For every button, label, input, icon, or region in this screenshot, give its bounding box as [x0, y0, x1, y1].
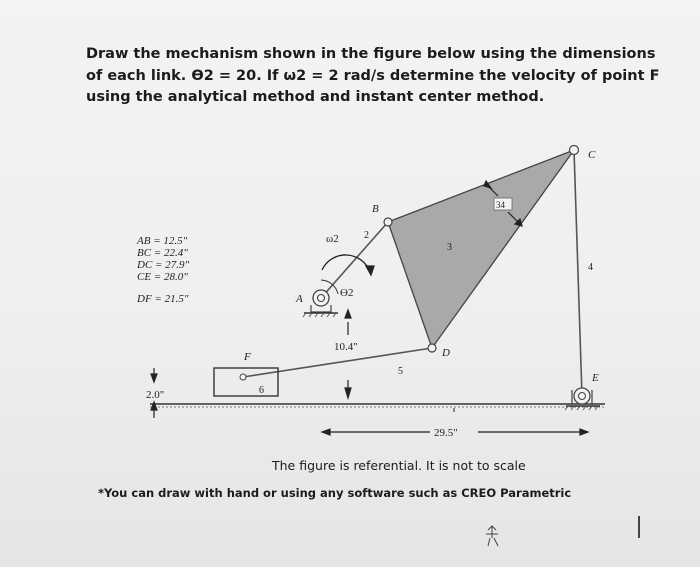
mouse-cursor-icon: [484, 524, 504, 548]
dim-df: DF = 21.5": [137, 293, 189, 305]
dimension-10-4: [345, 310, 351, 398]
dim-label-2-0: 2.0": [146, 389, 165, 401]
pin-b: [384, 218, 392, 226]
pivot-a: [303, 290, 338, 317]
label-e: E: [592, 372, 599, 384]
dim-dc: DC = 27.9": [137, 259, 190, 271]
link-4: [574, 150, 582, 396]
dim-label-29-5: 29.5": [434, 427, 458, 439]
dim-ab: AB = 12.5": [137, 235, 188, 247]
label-link-34: 34: [496, 200, 505, 210]
pin-c: [570, 146, 579, 155]
label-link-3: 3: [447, 242, 452, 253]
ground: [150, 404, 605, 407]
pin-d: [428, 344, 436, 352]
link-3-triangle: [388, 150, 574, 348]
label-theta2: Ө2: [340, 287, 354, 299]
note-software: *You can draw with hand or using any software such as CREO Parametric: [98, 486, 572, 500]
label-omega2: ω2: [326, 233, 339, 245]
label-link-2: 2: [364, 230, 369, 241]
dimension-list: [136, 235, 189, 305]
problem-line-1: Draw the mechanism shown in the figure below using the dimensions: [86, 46, 656, 62]
label-link-5: 5: [398, 366, 403, 377]
omega-arrow: [322, 255, 374, 275]
note-referential: The figure is referential. It is not to scale: [272, 458, 526, 473]
dim-bc: BC = 22.4": [137, 247, 188, 259]
problem-line-2: of each link. Ө2 = 20. If ω2 = 2 rad/s determine the velocity of point F: [86, 67, 660, 84]
label-b: B: [372, 203, 379, 215]
dim-label-10-4: 10.4": [334, 341, 358, 353]
text-caret: [638, 516, 640, 538]
label-link-6: 6: [259, 385, 264, 396]
dim-ce: CE = 28.0": [137, 271, 188, 283]
label-c: C: [588, 149, 596, 161]
label-d: D: [442, 347, 450, 359]
problem-line-3: using the analytical method and instant center method.: [86, 89, 545, 105]
label-f: F: [244, 351, 251, 363]
label-link-4: 4: [588, 262, 593, 273]
slider-block: [214, 368, 278, 396]
label-a: A: [296, 293, 303, 305]
